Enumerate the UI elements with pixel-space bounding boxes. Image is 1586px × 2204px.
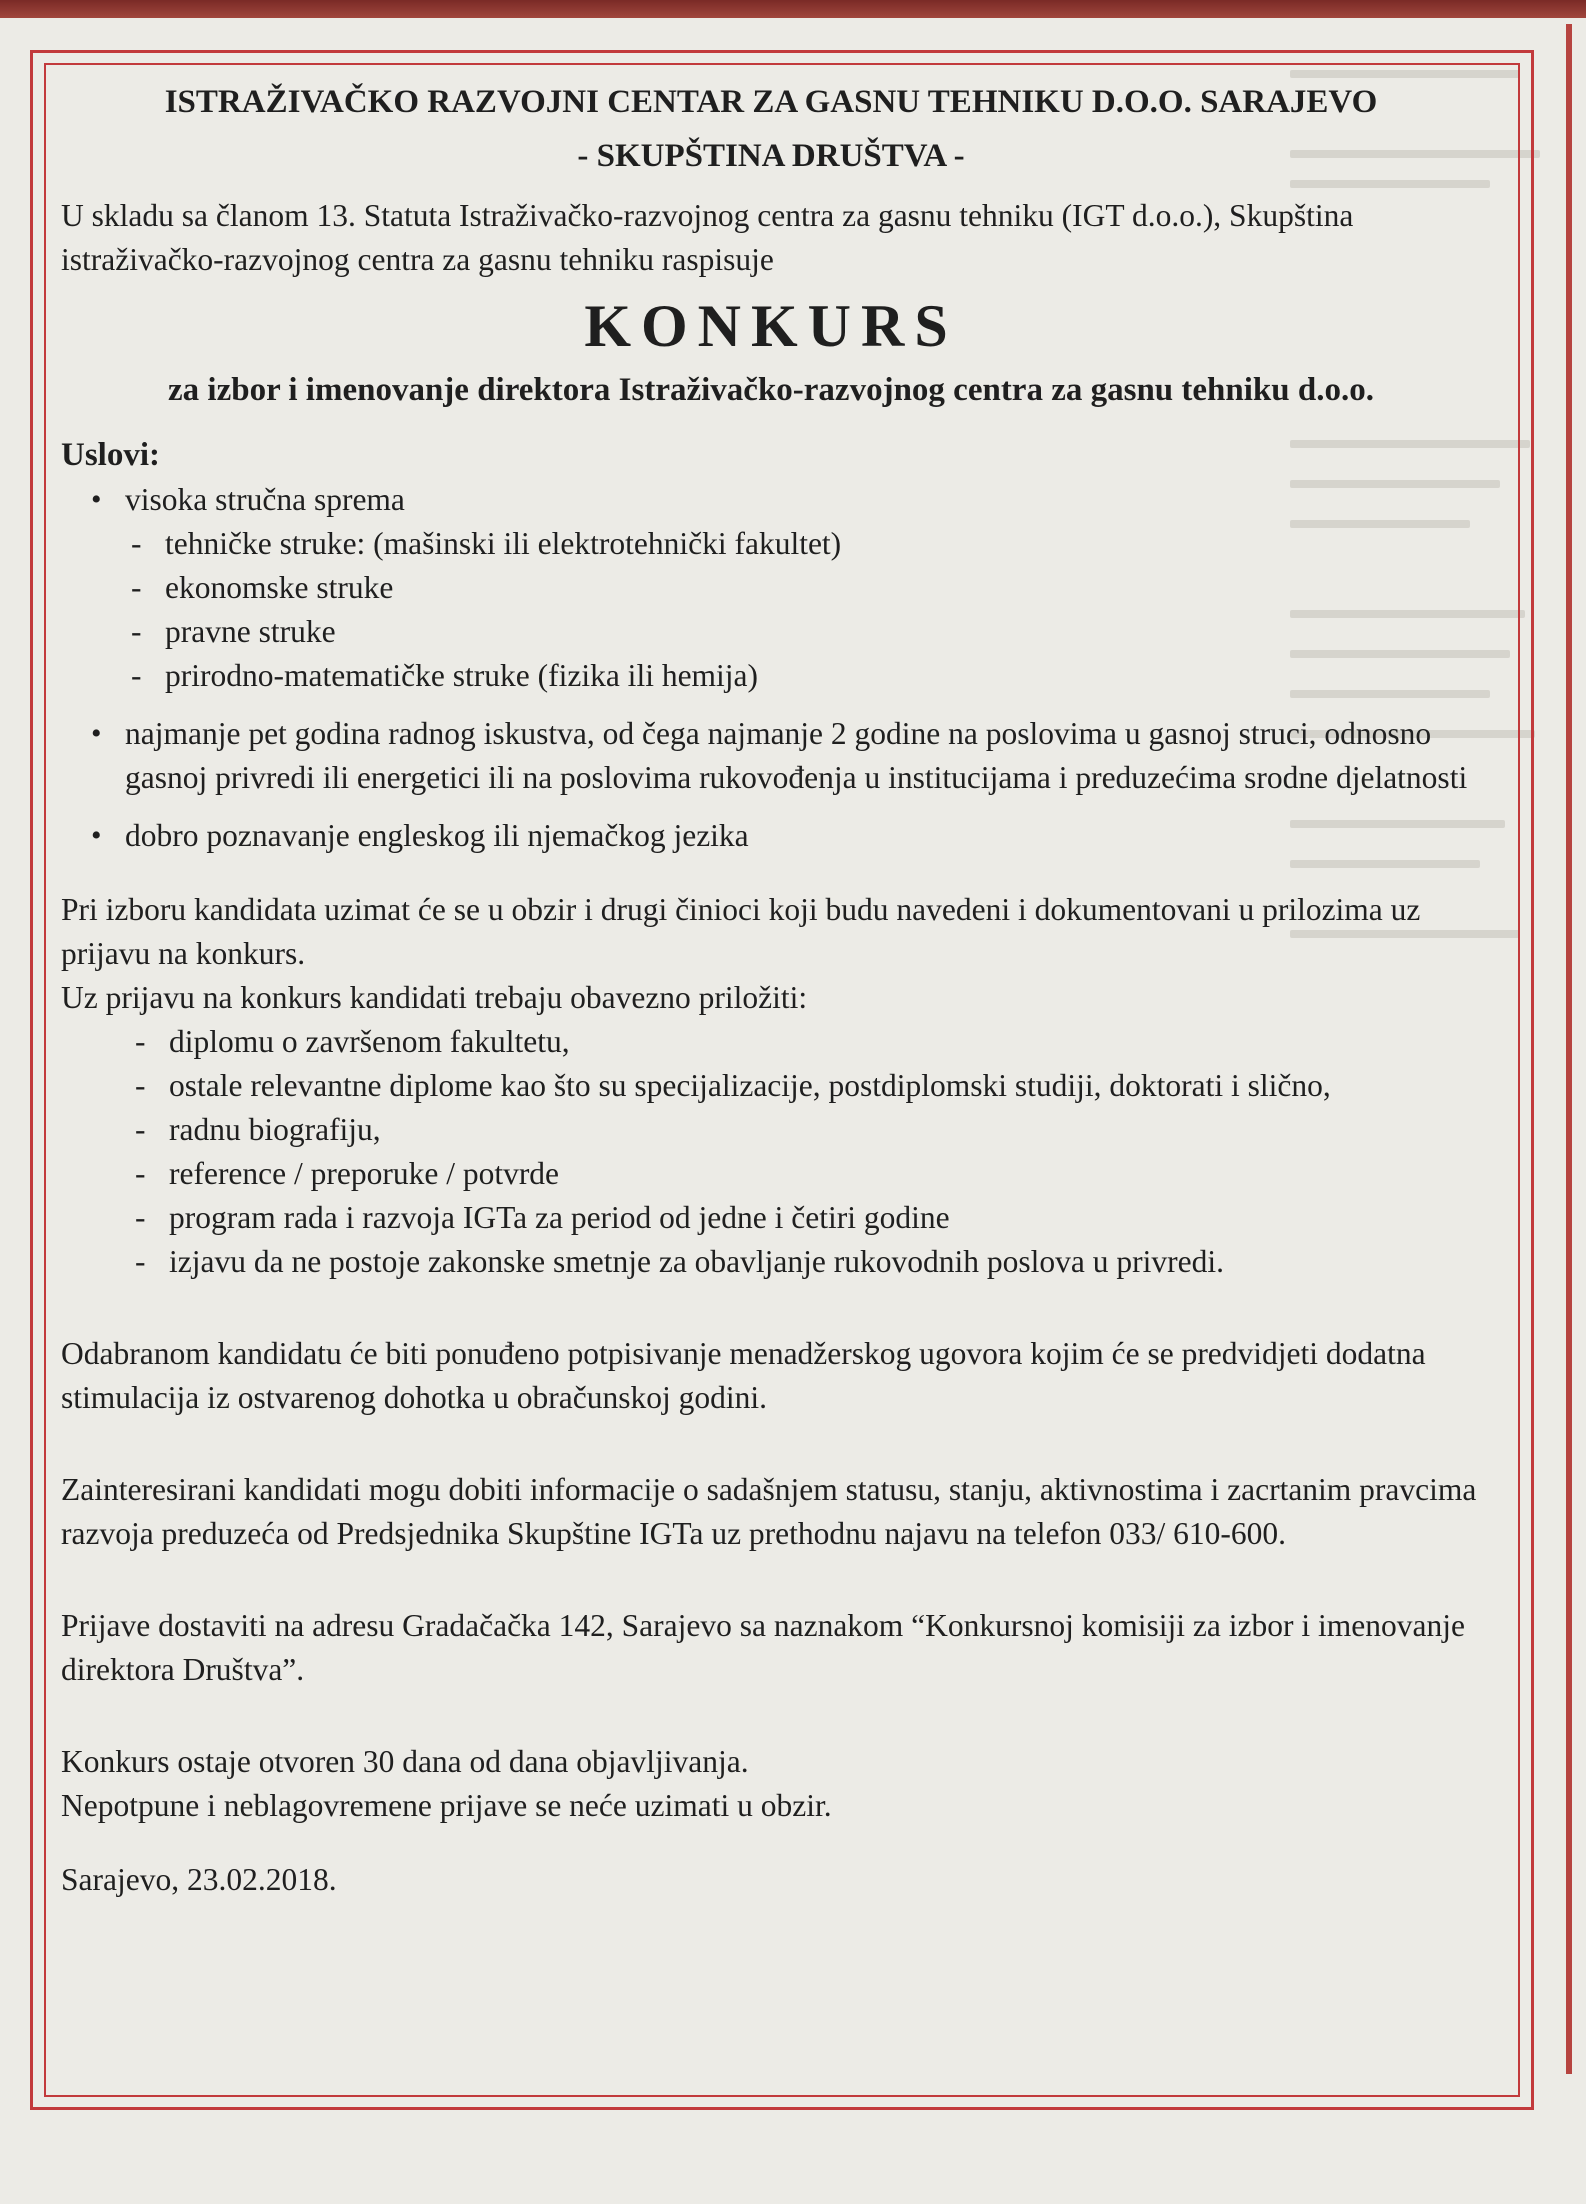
adjacent-column-border <box>1566 24 1572 2074</box>
document-item: - ostale relevantne diplome kao što su specijalizacije, postdiplomski studiji, doktorati i slično, <box>129 1064 1481 1108</box>
condition-item <box>61 814 1481 858</box>
submission-note: Prijave dostaviti na adresu Gradačačka 142, Sarajevo sa naznakom “Konkursnoj komisiji za izbor i imenovanje direktora Društva”. <box>61 1608 1465 1687</box>
condition-item <box>61 712 1481 800</box>
konkurs-subheading: za izbor i imenovanje direktora Istraživačko-razvojnog centra za gasnu tehniku d.o.o. <box>168 372 1374 408</box>
document-item: - program rada i razvoja IGTa za period od jedne i četiri godine <box>129 1196 1481 1240</box>
selection-note: Pri izboru kandidata uzimat će se u obzir i drugi činioci koji budu navedeni i dokumentovani u prilozima uz prijavu na konkurs. <box>61 892 1421 971</box>
intro-paragraph: U skladu sa članom 13. Statuta Istraživačko-razvojnog centra za gasnu tehniku (IGT d.o.o.), Skupština istraživačko-razvojnog centra za gasnu tehniku raspisuje <box>61 198 1354 277</box>
konkurs-heading: KONKURS <box>584 293 958 359</box>
condition-text: najmanje pet godina radnog iskustva, od čega najmanje 2 godine na poslovima u gasnoj struci, odnosno gasnoj privredi ili energetici ili na poslovima rukovođenja u institucijama i preduzećima srodne djelatnosti <box>125 716 1468 795</box>
contract-note: Odabranom kandidatu će biti ponuđeno potpisivanje menadžerskog ugovora kojim će se predvidjeti dodatna stimulacija iz ostvarenog dohotka u obračunskoj godini. <box>61 1336 1426 1415</box>
degree-item: - ekonomske struke <box>125 566 1481 610</box>
conditions-label: Uslovi: <box>61 437 160 473</box>
document-item: - diplomu o završenom fakultetu, <box>129 1020 1481 1064</box>
duration-note: Konkurs ostaje otvoren 30 dana od dana objavljivanja. <box>61 1744 749 1779</box>
documents-list <box>129 1020 1481 1284</box>
incomplete-note: Nepotpune i neblagovremene prijave se neće uzimati u obzir. <box>61 1788 832 1823</box>
document-item: - reference / preporuke / potvrde <box>129 1152 1481 1196</box>
conditions-list <box>61 478 1481 858</box>
document-item: - izjavu da ne postoje zakonske smetnje za obavljanje rukovodnih poslova u privredi. <box>129 1240 1481 1284</box>
notice-box <box>30 50 1534 2110</box>
degree-item: - pravne struke <box>125 610 1481 654</box>
organization-name: ISTRAŽIVAČKO RAZVOJNI CENTAR ZA GASNU TEHNIKU D.O.O. SARAJEVO <box>164 84 1378 120</box>
condition-item <box>61 478 1481 698</box>
top-color-strip <box>0 0 1586 18</box>
degree-list <box>125 522 1481 698</box>
info-note: Zainteresirani kandidati mogu dobiti informacije o sadašnjem statusu, stanju, aktivnostima i zacrtanim pravcima razvoja preduzeća od Predsjednika Skupštine IGTa uz prethodnu najavu na telefon 033/ 610-600. <box>61 1472 1477 1551</box>
degree-item: - prirodno-matematičke struke (fizika ili hemija) <box>125 654 1481 698</box>
condition-text: visoka stručna sprema <box>125 482 405 517</box>
condition-text: dobro poznavanje engleskog ili njemačkog jezika <box>125 818 749 853</box>
place-date: Sarajevo, 23.02.2018. <box>61 1862 337 1897</box>
documents-intro: Uz prijavu na konkurs kandidati trebaju obavezno priložiti: <box>61 980 808 1015</box>
notice-content <box>61 78 1481 1902</box>
document-item: - radnu biografiju, <box>129 1108 1481 1152</box>
issuing-body: - SKUPŠTINA DRUŠTVA - <box>577 138 965 174</box>
degree-item: - tehničke struke: (mašinski ili elektrotehnički fakultet) <box>125 522 1481 566</box>
